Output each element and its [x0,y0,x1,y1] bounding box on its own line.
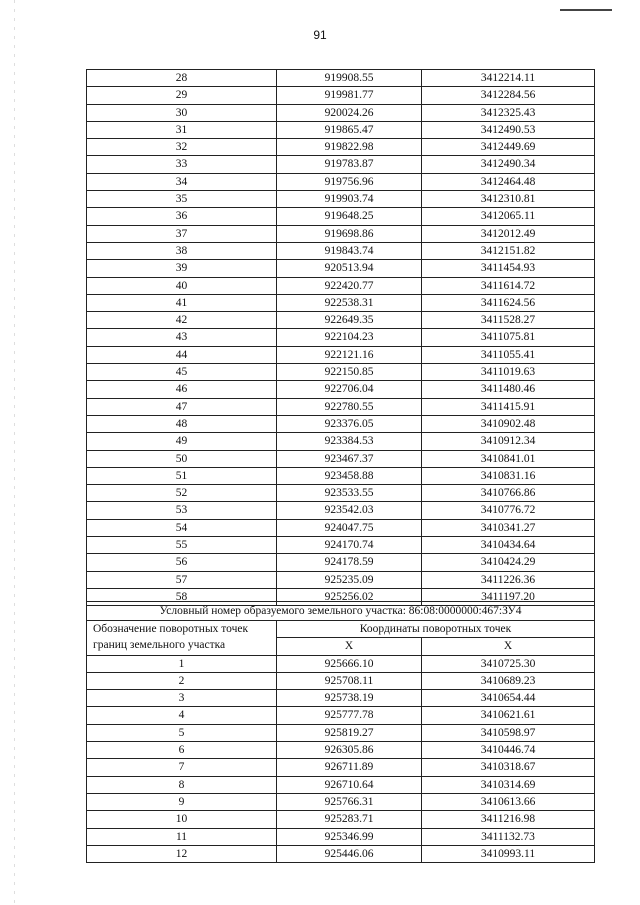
table-row [87,139,595,156]
y-coordinate-cell: 3410831.16 [422,467,595,484]
point-number-cell: 1 [87,655,277,672]
y-coordinate-cell: 3411415.91 [422,398,595,415]
table-row [87,742,595,759]
y-header: X [422,638,595,655]
y-coordinate-cell: 3410446.74 [422,742,595,759]
table-row [87,173,595,190]
point-number-cell: 4 [87,707,277,724]
x-coordinate-cell: 922104.23 [277,329,422,346]
point-number-cell: 44 [87,346,277,363]
y-coordinate-cell: 3410776.72 [422,502,595,519]
y-coordinate-cell: 3410912.34 [422,433,595,450]
x-coordinate-cell: 925346.99 [277,828,422,845]
point-number-cell: 51 [87,467,277,484]
x-coordinate-cell: 925766.31 [277,793,422,810]
x-coordinate-cell: 922420.77 [277,277,422,294]
table-row [87,502,595,519]
x-coordinate-cell: 919822.98 [277,139,422,156]
x-coordinate-cell: 919903.74 [277,191,422,208]
point-designation-header-line1: Обозначение поворотных точек [93,623,249,635]
point-number-cell: 50 [87,450,277,467]
point-number-cell: 54 [87,519,277,536]
point-number-cell: 6 [87,742,277,759]
y-coordinate-cell: 3411019.63 [422,364,595,381]
table-row [87,537,595,554]
coordinates-table-body [87,655,595,863]
x-coordinate-cell: 919698.86 [277,225,422,242]
table-row [87,381,595,398]
point-number-cell: 7 [87,759,277,776]
x-coordinate-cell: 923384.53 [277,433,422,450]
point-number-cell: 28 [87,70,277,87]
y-coordinate-cell: 3411197.20 [422,588,595,605]
table-row [87,793,595,810]
y-coordinate-cell: 3412284.56 [422,87,595,104]
scan-edge-artifact [14,0,15,905]
y-coordinate-cell: 3412214.11 [422,70,595,87]
x-coordinate-cell: 925777.78 [277,707,422,724]
point-number-cell: 12 [87,845,277,862]
point-number-cell: 49 [87,433,277,450]
x-coordinate-cell: 920513.94 [277,260,422,277]
point-number-cell: 43 [87,329,277,346]
y-coordinate-cell: 3412490.34 [422,156,595,173]
point-number-cell: 38 [87,242,277,259]
table-row [87,571,595,588]
x-coordinate-cell: 922538.31 [277,294,422,311]
point-number-cell: 39 [87,260,277,277]
point-number-cell: 55 [87,537,277,554]
table-row [87,690,595,707]
table-row [87,191,595,208]
table-row [87,156,595,173]
table-row [87,776,595,793]
x-coordinate-cell: 919908.55 [277,70,422,87]
table-row [87,724,595,741]
y-coordinate-cell: 3410434.64 [422,537,595,554]
x-coordinate-cell: 923533.55 [277,485,422,502]
table-row [87,346,595,363]
y-coordinate-cell: 3410598.97 [422,724,595,741]
x-coordinate-cell: 922649.35 [277,312,422,329]
point-number-cell: 48 [87,415,277,432]
y-coordinate-cell: 3410689.23 [422,672,595,689]
point-number-cell: 41 [87,294,277,311]
y-coordinate-cell: 3411454.93 [422,260,595,277]
table-row [87,87,595,104]
coordinates-table-zu4 [86,601,595,863]
y-coordinate-cell: 3410318.67 [422,759,595,776]
point-number-cell: 30 [87,104,277,121]
table-row [87,364,595,381]
y-coordinate-cell: 3412464.48 [422,173,595,190]
point-number-cell: 11 [87,828,277,845]
x-coordinate-cell: 919648.25 [277,208,422,225]
y-coordinate-cell: 3411614.72 [422,277,595,294]
x-coordinate-cell: 923542.03 [277,502,422,519]
point-number-cell: 8 [87,776,277,793]
point-number-cell: 52 [87,485,277,502]
point-number-cell: 40 [87,277,277,294]
point-number-cell: 42 [87,312,277,329]
x-coordinate-cell: 919783.87 [277,156,422,173]
table-row [87,655,595,672]
y-coordinate-cell: 3411226.36 [422,571,595,588]
y-coordinate-cell: 3412065.11 [422,208,595,225]
y-coordinate-cell: 3410725.30 [422,655,595,672]
y-coordinate-cell: 3412490.53 [422,121,595,138]
point-number-cell: 37 [87,225,277,242]
x-coordinate-cell: 924170.74 [277,537,422,554]
x-coordinate-cell: 925738.19 [277,690,422,707]
table-row [87,845,595,862]
y-coordinate-cell: 3412325.43 [422,104,595,121]
x-coordinate-cell: 925819.27 [277,724,422,741]
header-row [87,621,595,638]
y-coordinate-cell: 3410993.11 [422,845,595,862]
y-coordinate-cell: 3411075.81 [422,329,595,346]
y-coordinate-cell: 3411480.46 [422,381,595,398]
point-number-cell: 10 [87,811,277,828]
y-coordinate-cell: 3410841.01 [422,450,595,467]
point-number-cell: 46 [87,381,277,398]
y-coordinate-cell: 3410654.44 [422,690,595,707]
x-coordinate-cell: 924178.59 [277,554,422,571]
land-plot-caption: Условный номер образуемого земельного участка: 86:08:0000000:467:ЗУ4 [87,602,595,621]
x-coordinate-cell: 925235.09 [277,571,422,588]
point-number-cell: 53 [87,502,277,519]
table-row [87,759,595,776]
table-row [87,828,595,845]
table-row [87,329,595,346]
x-coordinate-cell: 919756.96 [277,173,422,190]
x-coordinate-cell: 919865.47 [277,121,422,138]
x-coordinate-cell: 922780.55 [277,398,422,415]
x-coordinate-cell: 925283.71 [277,811,422,828]
point-number-cell: 33 [87,156,277,173]
x-coordinate-cell: 926711.89 [277,759,422,776]
x-coordinate-cell: 926710.64 [277,776,422,793]
y-coordinate-cell: 3410902.48 [422,415,595,432]
point-number-cell: 2 [87,672,277,689]
y-coordinate-cell: 3410621.61 [422,707,595,724]
y-coordinate-cell: 3412310.81 [422,191,595,208]
table-row [87,225,595,242]
point-number-cell: 3 [87,690,277,707]
table-row [87,277,595,294]
table-row [87,450,595,467]
point-number-cell: 47 [87,398,277,415]
table-row [87,398,595,415]
y-coordinate-cell: 3410341.27 [422,519,595,536]
x-coordinate-cell: 925666.10 [277,655,422,672]
table-row [87,519,595,536]
x-coordinate-cell: 920024.26 [277,104,422,121]
y-coordinate-cell: 3411132.73 [422,828,595,845]
y-coordinate-cell: 3411055.41 [422,346,595,363]
coordinates-table-body [87,70,595,606]
x-coordinate-cell: 924047.75 [277,519,422,536]
point-designation-header [87,621,277,656]
x-coordinate-cell: 925446.06 [277,845,422,862]
caption-row [87,602,595,621]
point-designation-header-line2: границ земельного участка [93,639,226,651]
table-row [87,467,595,484]
x-coordinate-cell: 919981.77 [277,87,422,104]
corner-mark [560,9,612,11]
x-coordinate-cell: 925708.11 [277,672,422,689]
table-row [87,415,595,432]
x-coordinate-cell: 922150.85 [277,364,422,381]
x-coordinate-cell: 919843.74 [277,242,422,259]
x-coordinate-cell: 925256.02 [277,588,422,605]
table-row [87,121,595,138]
table-row [87,811,595,828]
y-coordinate-cell: 3411528.27 [422,312,595,329]
coordinates-table-continued [86,69,595,606]
table-row [87,554,595,571]
x-coordinate-cell: 922706.04 [277,381,422,398]
point-number-cell: 58 [87,588,277,605]
point-number-cell: 34 [87,173,277,190]
table-row [87,312,595,329]
point-number-cell: 32 [87,139,277,156]
y-coordinate-cell: 3412449.69 [422,139,595,156]
table-row [87,242,595,259]
y-coordinate-cell: 3410766.86 [422,485,595,502]
table-row [87,707,595,724]
point-number-cell: 5 [87,724,277,741]
x-coordinate-cell: 922121.16 [277,346,422,363]
x-coordinate-cell: 926305.86 [277,742,422,759]
point-number-cell: 56 [87,554,277,571]
point-number-cell: 35 [87,191,277,208]
table-row [87,672,595,689]
y-coordinate-cell: 3412012.49 [422,225,595,242]
coordinates-header: Координаты поворотных точек [277,621,595,638]
y-coordinate-cell: 3411624.56 [422,294,595,311]
page-number: 91 [313,28,327,42]
table-row [87,260,595,277]
table-row [87,294,595,311]
table-header [87,602,595,656]
point-number-cell: 31 [87,121,277,138]
y-coordinate-cell: 3410314.69 [422,776,595,793]
x-coordinate-cell: 923376.05 [277,415,422,432]
table-row [87,433,595,450]
table-row [87,485,595,502]
table-row [87,70,595,87]
y-coordinate-cell: 3412151.82 [422,242,595,259]
point-number-cell: 9 [87,793,277,810]
point-number-cell: 36 [87,208,277,225]
x-header: X [277,638,422,655]
table-row [87,104,595,121]
point-number-cell: 29 [87,87,277,104]
point-number-cell: 57 [87,571,277,588]
y-coordinate-cell: 3410424.29 [422,554,595,571]
table-row [87,208,595,225]
y-coordinate-cell: 3411216.98 [422,811,595,828]
x-coordinate-cell: 923458.88 [277,467,422,484]
y-coordinate-cell: 3410613.66 [422,793,595,810]
x-coordinate-cell: 923467.37 [277,450,422,467]
point-number-cell: 45 [87,364,277,381]
